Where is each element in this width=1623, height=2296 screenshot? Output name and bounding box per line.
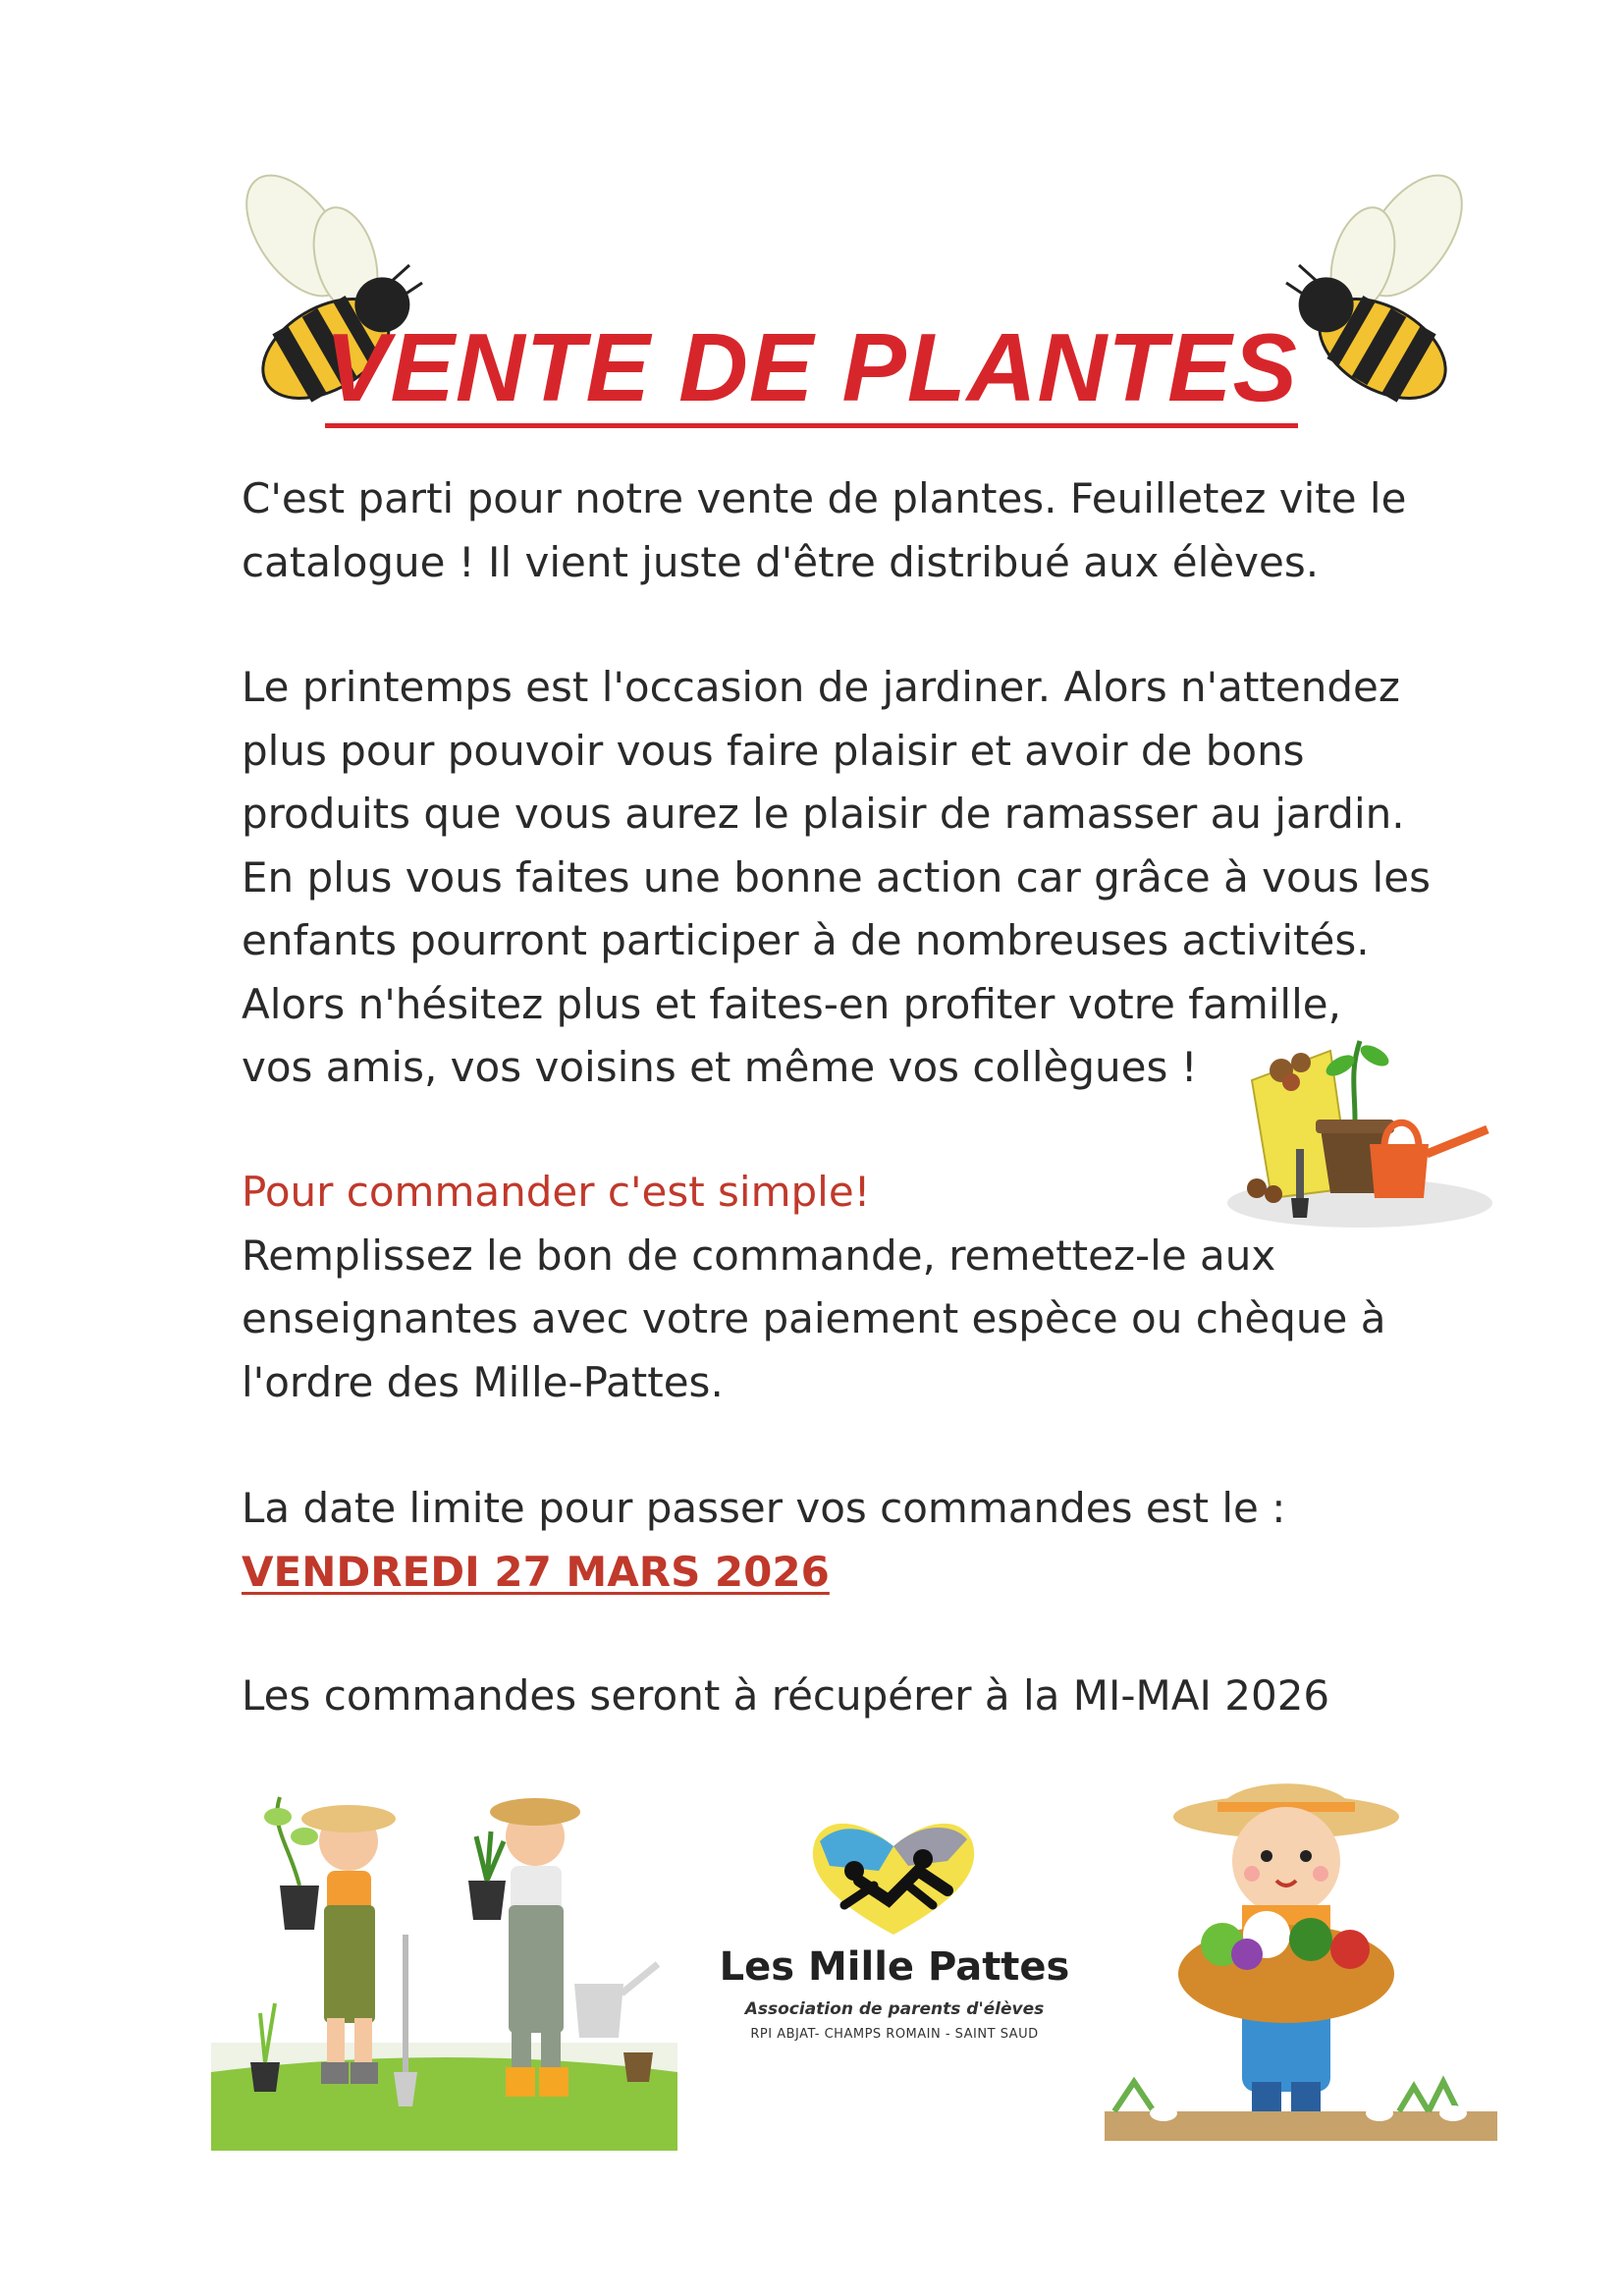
mille-pattes-logo (800, 1812, 987, 1940)
intro-line-2: catalogue ! Il vient juste d'être distribué aux élèves. (242, 537, 1320, 586)
body-line-7: vos amis, vos voisins et même vos collègues ! (242, 1043, 1198, 1091)
body-line-6: Alors n'hésitez plus et faites-en profiter votre famille, (242, 979, 1341, 1028)
pickup-text: Les commandes seront à récupérer à la MI-MAI 2026 (242, 1671, 1330, 1720)
deadline-label: La date limite pour passer vos commandes est le : (242, 1484, 1286, 1532)
order-line-1: Remplissez le bon de commande, remettez-le aux (242, 1230, 1276, 1280)
page-title (0, 312, 1623, 423)
order-line-2: enseignantes avec votre paiement espèce ou chèque à (242, 1294, 1386, 1342)
body-line-3: produits que vous aurez le plaisir de ramasser au jardin. (242, 790, 1405, 838)
farmer-basket-illustration (1105, 1758, 1497, 2151)
intro-paragraph (242, 467, 1518, 594)
pickup-paragraph (242, 1665, 1518, 1728)
gardeners-illustration (211, 1768, 677, 2151)
body-line-5: enfants pourront participer à de nombreuses activités. (242, 916, 1370, 964)
page-title-text: VENTE DE PLANTES (325, 313, 1298, 428)
logo-name: Les Mille Pattes (719, 1944, 1070, 1990)
deadline-date: VENDREDI 27 MARS 2026 (242, 1547, 830, 1596)
logo-subtitle: Association de parents d'élèves (744, 1999, 1045, 2019)
intro-line-1: C'est parti pour notre vente de plantes. Feuilletez vite le (242, 474, 1407, 522)
body-line-4: En plus vous faites une bonne action car grâce à vous les (242, 852, 1431, 902)
body-line-2: plus pour pouvoir vous faire plaisir et avoir de bons (242, 726, 1305, 775)
order-heading: Pour commander c'est simple! (242, 1168, 871, 1216)
logo-schools: RPI ABJAT- CHAMPS ROMAIN - SAINT SAUD (750, 2027, 1039, 2042)
deadline-paragraph (242, 1477, 1518, 1604)
body-line-1: Le printemps est l'occasion de jardiner. Alors n'attendez (242, 663, 1400, 711)
order-line-3: l'ordre des Mille-Pattes. (242, 1357, 724, 1406)
order-paragraph (242, 1161, 1518, 1414)
